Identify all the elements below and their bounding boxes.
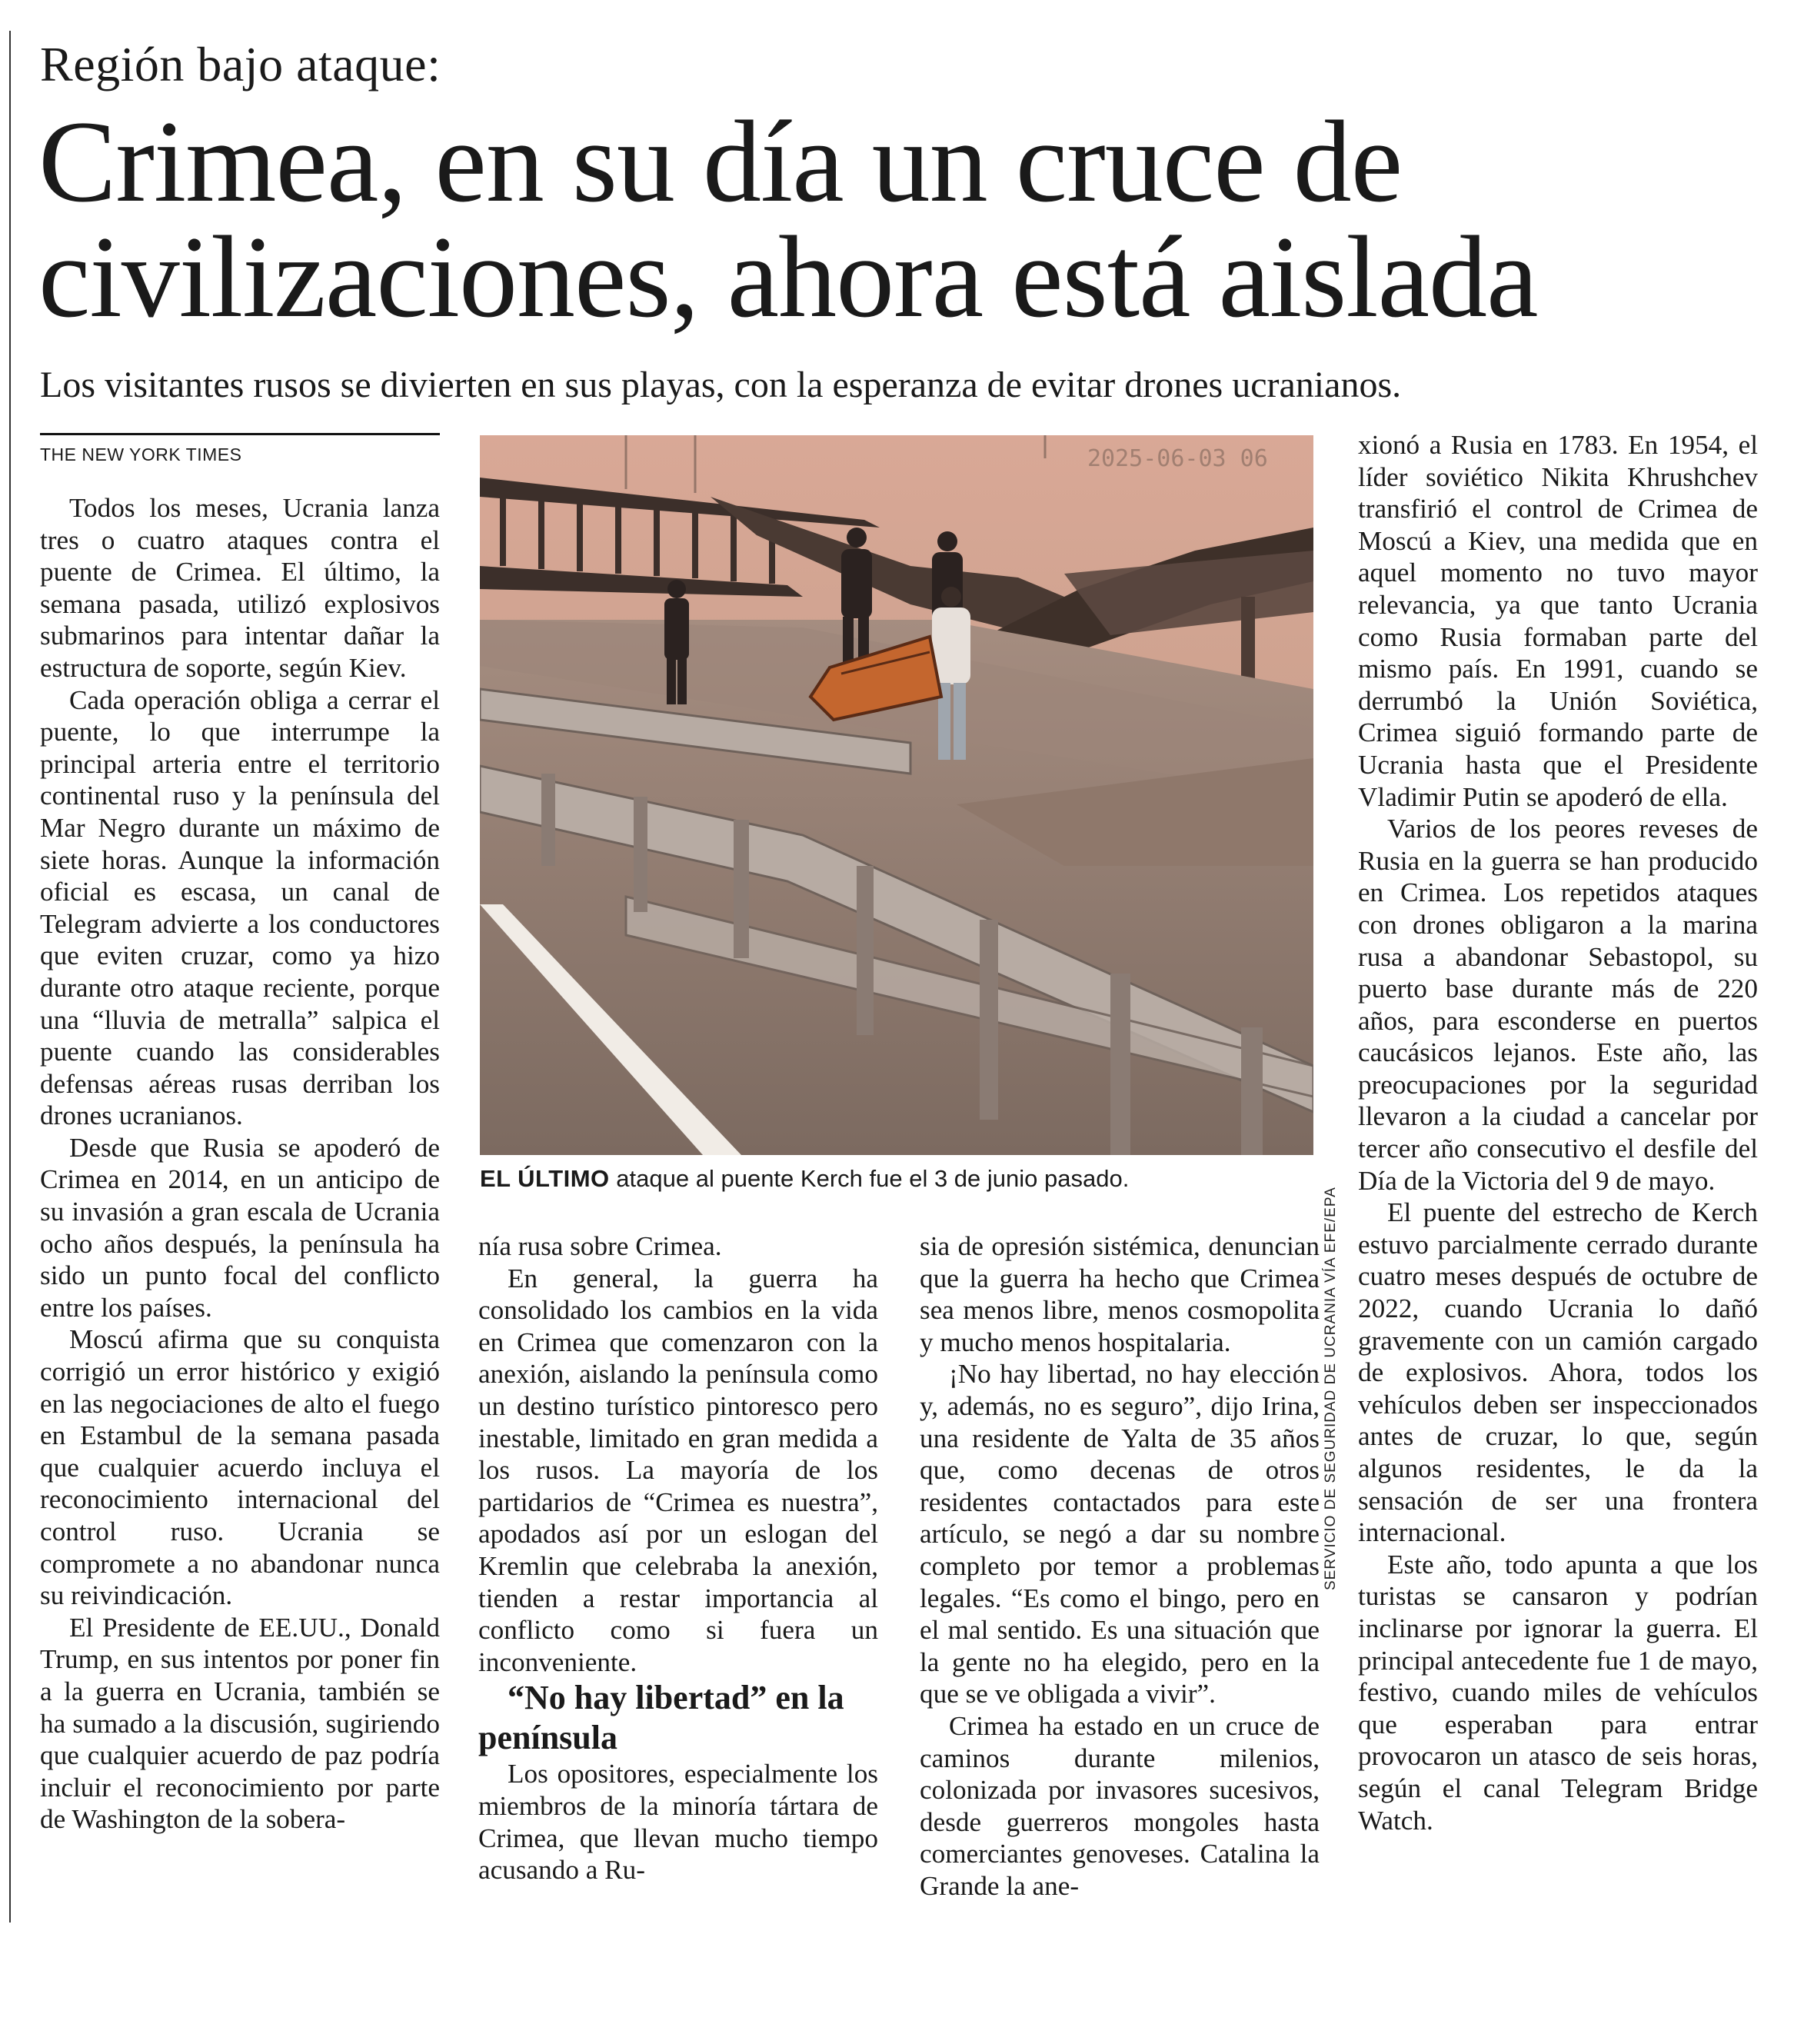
article-column-3 [920, 1230, 1320, 1902]
headline: Crimea, en su día un cruce de civilizaciones, ahora está aislada [38, 97, 1538, 341]
byline-rule [40, 433, 440, 435]
photo-credit: SERVICIO DE SEGURIDAD DE UCRANIA VÍA EFE/EPA [1323, 1187, 1339, 1590]
paragraph: El Presidente de EE.UU., Donald Trump, en sus intentos por poner fin a la guerra en Ucrania, también se ha sumado a la discusión, sugiriendo que cualquier acuerdo de paz podría incluir el reconocimiento por parte de Washington de la sobera- [40, 1612, 440, 1835]
article-column-1 [40, 492, 440, 1836]
timestamp-overlay: 2025-06-03 06 [1087, 445, 1268, 472]
paragraph: Todos los meses, Ucrania lanza tres o cuatro ataques contra el puente de Crimea. El último, la semana pasada, utilizó explosivos submarinos para intentar dañar la estructura de soporte, según Kiev. [40, 493, 440, 683]
paragraph: Cada operación obliga a cerrar el puente, lo que interrumpe la principal arteria entre el territorio continental ruso y la península del Mar Negro durante un máximo de siete horas. Aunque la información oficial es escasa, un canal de Telegram advierte a los conductores que eviten cruzar, como ya hizo durante otro ataque reciente, porque una “lluvia de metralla” salpica el puente cuando las considerables defensas aéreas rusas derriban los drones ucranianos. [40, 684, 440, 1131]
caption-lead: EL ÚLTIMO [480, 1165, 610, 1192]
article-column-4 [1358, 429, 1758, 1836]
paragraph: Moscú afirma que su conquista corrigió un error histórico y exigió en las negociaciones de alto el fuego en Estambul de la semana pasada que cualquier acuerdo incluya el reconocimiento internacional del control ruso. Ucrania se compromete a no abandonar nunca su reivindicación. [40, 1324, 440, 1611]
kicker: Región bajo ataque: [40, 37, 441, 92]
paragraph: Los opositores, especialmente los miembros de la minoría tártara de Crimea, que llevan mucho tiempo acusando a Ru- [478, 1759, 878, 1886]
paragraph: ¡No hay libertad, no hay elección y, además, no es seguro”, dijo Irina, una residente de Yalta de 35 años que, como decenas de otros residentes contactados para este artículo, se negó a dar su nombre completo por temor a problemas legales. “Es como el bingo, pero en el mal sentido. Es una situación que la gente no ha elegido, pero en la que se ve obligada a vivir”. [920, 1359, 1320, 1709]
bridge-photo [480, 435, 1313, 1155]
page-left-rule [9, 31, 11, 1922]
paragraph: Desde que Rusia se apoderó de Crimea en 2014, en un anticipo de su invasión a gran escala de Ucrania ocho años después, la península ha sido un punto focal del conflicto entre los países. [40, 1132, 440, 1323]
photo-caption [480, 1164, 1313, 1193]
byline: THE NEW YORK TIMES [40, 444, 242, 464]
paragraph: sia de opresión sistémica, denuncian que la guerra ha hecho que Crimea sea menos libre, menos cosmopolita y mucho menos hospitalaria. [920, 1231, 1320, 1357]
paragraph: El puente del estrecho de Kerch estuvo parcialmente cerrado durante cuatro meses después de octubre de 2022, cuando Ucrania lo dañó gravemente con un camión cargado de explosivos. Ahora, todos los vehículos deben ser inspeccionados antes de cruzar, lo que, según algunos residentes, le da la sensación de ser una frontera internacional. [1358, 1197, 1758, 1548]
paragraph: Crimea ha estado en un cruce de caminos durante milenios, colonizada por invasores sucesivos, desde guerreros mongoles hasta comerciantes genoveses. Catalina la Grande la ane- [920, 1710, 1320, 1901]
article-column-2 [478, 1230, 878, 1886]
paragraph: En general, la guerra ha consolidado los cambios en la vida en Crimea que comenzaron con la anexión, aislando la península como un destino turístico pintoresco pero inestable, limitado en gran medida a los rusos. La mayoría de los partidarios de “Crimea es nuestra”, apodados así por un eslogan del Kremlin que celebraba la anexión, tienden a restar importancia al conflicto como si fuera un inconveniente. [478, 1263, 878, 1677]
paragraph: xionó a Rusia en 1783. En 1954, el líder soviético Nikita Khrushchev transfirió el control de Crimea de Moscú a Kiev, una medida que en aquel momento no tuvo mayor relevancia, ya que tanto Ucrania como Rusia formaban parte del mismo país. En 1991, cuando se derrumbó la Unión Soviética, Crimea siguió formando parte de Ucrania hasta que el Presidente Vladimir Putin se apoderó de ella. [1358, 430, 1758, 812]
paragraph: Varios de los peores reveses de Rusia en la guerra se han producido en Crimea. Los repetidos ataques con drones obligaron a la marina rusa a abandonar Sebastopol, su puerto base durante más de 220 años, para esconderse en puertos caucásicos lejanos. Este año, las preocupaciones por la seguridad llevaron a la ciudad a cancelar por tercer año consecutivo el desfile del Día de la Victoria del 9 de mayo. [1358, 814, 1758, 1196]
caption-text: ataque al puente Kerch fue el 3 de junio pasado. [609, 1165, 1130, 1192]
subheading: “No hay libertad” en la península [478, 1679, 844, 1757]
paragraph: nía rusa sobre Crimea. [478, 1231, 722, 1261]
deck: Los visitantes rusos se divierten en sus playas, con la esperanza de evitar drones ucranianos. [40, 365, 1402, 405]
paragraph: Este año, todo apunta a que los turistas se cansaron y podrían inclinarse por ignorar la guerra. El principal antecedente fue 1 de mayo, festivo, cuando miles de vehículos que esperaban para entrar provocaron un atasco de seis horas, según el canal Telegram Bridge Watch. [1358, 1549, 1758, 1836]
